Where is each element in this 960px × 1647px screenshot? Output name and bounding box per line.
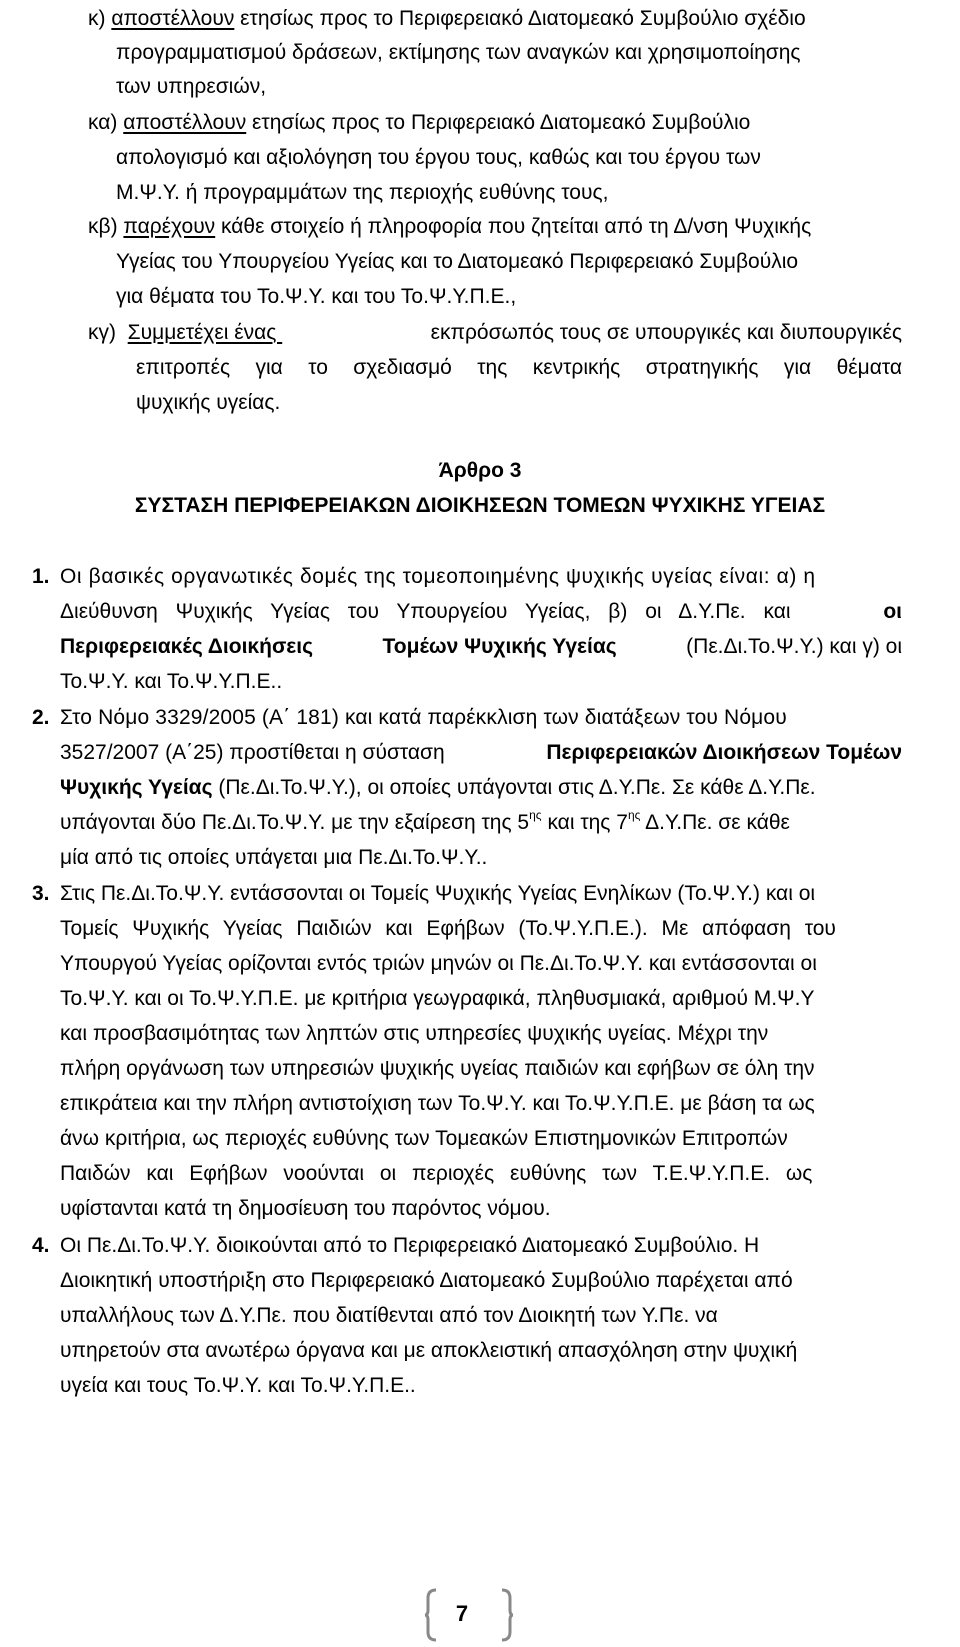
para3-line7: επικράτεια και την πλήρη αντιστοίχιση των Το.Ψ.Υ. και Το.Ψ.Υ.Π.Ε. με βάση τα ως: [60, 1092, 815, 1115]
item-ka-line3: Μ.Ψ.Υ. ή προγραμμάτων της περιοχής ευθύνης τους,: [116, 181, 609, 204]
para4-line5: υγεία και τους Το.Ψ.Υ. και Το.Ψ.Υ.Π.Ε..: [60, 1374, 416, 1397]
item-kb: κβ) παρέχουν κάθε στοιχείο ή πληροφορία που ζητείται από τη Δ/νση Ψυχικής: [88, 215, 812, 238]
para3-line9: Παιδών και Εφήβων νοούνται οι περιοχές ευθύνης των Τ.Ε.Ψ.Υ.Π.Ε. ως: [60, 1162, 813, 1185]
para4-line4: υπηρετούν στα ανωτέρω όργανα και με αποκλειστική απασχόληση στην ψυχική: [60, 1339, 798, 1362]
article-title: ΣΥΣΤΑΣΗ ΠΕΡΙΦΕΡΕΙΑΚΩΝ ΔΙΟΙΚΗΣΕΩΝ ΤΟΜΕΩΝ ΨΥΧΙΚΗΣ ΥΓΕΙΑΣ: [134, 494, 826, 517]
para2-line4: υπάγονται δύο Πε.Δι.Το.Ψ.Υ. με την εξαίρεση της $5^{\eta\varsigma}$ και της $7^{\eta\varsigma}$ Δ.Υ.Πε. σε κάθε: [60, 808, 790, 834]
para-number: 4.: [32, 1234, 50, 1257]
underlined-verb: παρέχουν: [123, 215, 216, 238]
para3-line8: άνω κριτήρια, ως περιοχές ευθύνης των Τομεακών Επιστημονικών Επιτροπών: [60, 1127, 788, 1150]
para1-line3: Περιφερειακές Διοικήσεις Τομέων Ψυχικής Υγείας (Πε.Δι.Το.Ψ.Υ.) και γ) οι: [60, 635, 902, 658]
item-k-line3: των υπηρεσιών,: [116, 75, 267, 98]
para-number: 1.: [32, 565, 50, 588]
para1-line1: Οι βασικές οργανωτικές δομές της τομεοποιημένης ψυχικής υγείας είναι: α) η: [60, 565, 816, 588]
para3-line3: Υπουργού Υγείας ορίζονται εντός τριών μηνών οι Πε.Δι.Το.Ψ.Υ. και εντάσσονται οι: [60, 952, 817, 975]
left-brace-icon: [424, 1588, 438, 1642]
para3-line4: Το.Ψ.Υ. και οι Το.Ψ.Υ.Π.Ε. με κριτήρια γεωγραφικά, πληθυσμιακά, αριθμού Μ.Ψ.Υ: [60, 987, 815, 1010]
para3-line6: πλήρη οργάνωση των υπηρεσιών ψυχικής υγείας παιδιών και εφήβων σε όλη την: [60, 1057, 815, 1080]
item-kb-line3: για θέματα του Το.Ψ.Υ. και του Το.Ψ.Υ.Π.Ε.,: [116, 285, 517, 308]
para-number: 3.: [32, 882, 50, 905]
para2-line2: 3527/2007 (Α΄25) προστίθεται η σύσταση Περιφερειακών Διοικήσεων Τομέων: [60, 741, 902, 764]
item-k-line2: προγραμματισμού δράσεων, εκτίμησης των αναγκών και χρησιμοποίησης: [116, 41, 801, 64]
item-ka: κα) αποστέλλουν ετησίως προς το Περιφερειακό Διατομεακό Συμβούλιο: [88, 111, 751, 134]
para3-line1: Στις Πε.Δι.Το.Ψ.Υ. εντάσσονται οι Τομείς Ψυχικής Υγείας Ενηλίκων (Το.Ψ.Υ.) και οι: [60, 882, 816, 905]
page-number: 7: [455, 1601, 469, 1626]
item-kg-line2: επιτροπές για το σχεδιασμό της κεντρικής στρατηγικής για θέματα: [136, 356, 902, 379]
para-number: 2.: [32, 706, 50, 729]
page-footer: [0, 1588, 960, 1644]
para2-line3: Ψυχικής Υγείας (Πε.Δι.Το.Ψ.Υ.), οι οποίες υπάγονται στις Δ.Υ.Πε. Σε κάθε Δ.Υ.Πε.: [60, 776, 816, 799]
para3-line10: υφίστανται κατά τη δημοσίευση του παρόντος νόμου.: [60, 1197, 551, 1220]
right-brace-icon: [500, 1588, 514, 1642]
underlined-verb: Συμμετέχει ένας: [127, 321, 283, 344]
item-ka-line2: απολογισμό και αξιολόγηση του έργου τους, καθώς και του έργου των: [116, 146, 761, 169]
underlined-verb: αποστέλλουν: [111, 7, 235, 30]
article-heading: Άρθρο 3: [438, 459, 522, 482]
para3-line5: και προσβασιμότητας των ληπτών στις υπηρεσίες ψυχικής υγείας. Μέχρι την: [60, 1022, 769, 1045]
para3-line2: Τομείς Ψυχικής Υγείας Παιδιών και Εφήβων (Το.Ψ.Υ.Π.Ε.). Με απόφαση του: [60, 917, 836, 940]
para4-line3: υπαλλήλους των Δ.Υ.Πε. που διατίθενται από τον Διοικητή των Υ.Πε. να: [60, 1304, 718, 1327]
para1-line4: Το.Ψ.Υ. και Το.Ψ.Υ.Π.Ε..: [60, 670, 283, 693]
para2-line5: μία από τις οποίες υπάγεται μια Πε.Δι.Το.Ψ.Υ..: [60, 846, 488, 869]
para4-line1: Οι Πε.Δι.Το.Ψ.Υ. διοικούνται από το Περιφερειακό Διατομεακό Συμβούλιο. Η: [60, 1234, 760, 1257]
para1-line2: Διεύθυνση Ψυχικής Υγείας του Υπουργείου Υγείας, β) οι Δ.Υ.Πε. και οι: [60, 600, 902, 623]
item-kg: κγ) Συμμετέχει ένας εκπρόσωπός τους σε υπουργικές και διυπουργικές: [88, 321, 902, 344]
item-k: κ) αποστέλλουν ετησίως προς το Περιφερειακό Διατομεακό Συμβούλιο σχέδιο: [88, 7, 806, 30]
para2-line1: Στο Νόμο 3329/2005 (Α΄ 181) και κατά παρέκκλιση των διατάξεων του Νόμου: [60, 706, 787, 729]
para4-line2: Διοικητική υποστήριξη στο Περιφερειακό Διατομεακό Συμβούλιο παρέχεται από: [60, 1269, 793, 1292]
item-kb-line2: Υγείας του Υπουργείου Υγείας και το Διατομεακό Περιφερειακό Συμβούλιο: [116, 250, 799, 273]
item-kg-line3: ψυχικής υγείας.: [136, 391, 281, 414]
underlined-verb: αποστέλλουν: [123, 111, 247, 134]
